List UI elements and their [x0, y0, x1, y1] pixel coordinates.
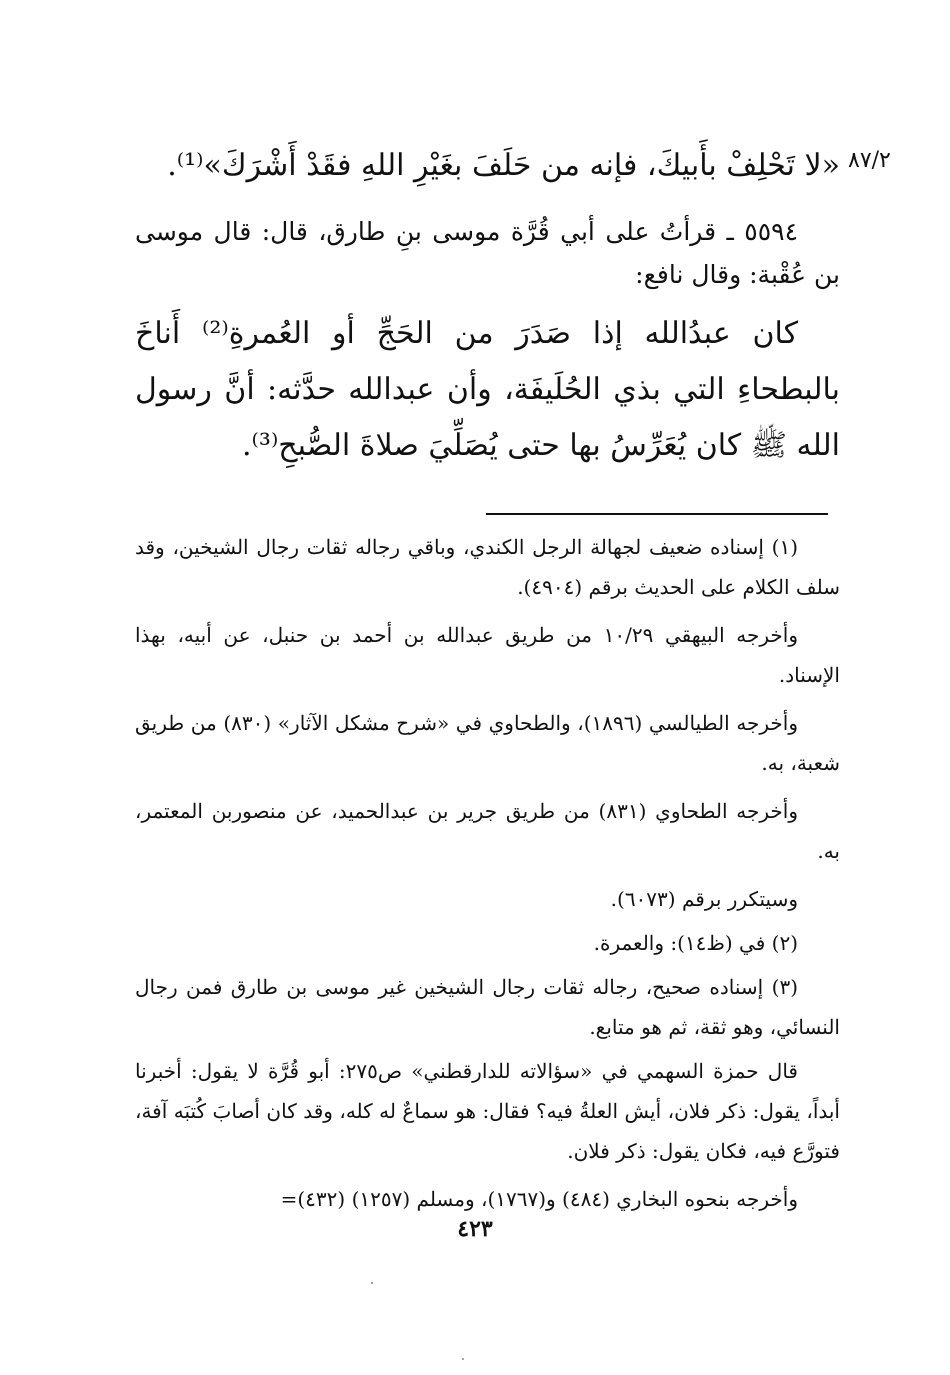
- volume-page-reference: ٨٧/٢: [848, 148, 891, 173]
- scan-speck: [462, 1358, 464, 1360]
- footnote: (١) إسناده ضعيف لجهالة الرجل الكندي، وباقي رجاله ثقات رجال الشيخين، وقد سلف الكلام على الحديث برقم (٤٩٠٤).: [135, 535, 840, 599]
- footnotes: [135, 527, 840, 1227]
- footnote-separator: [486, 513, 828, 515]
- scan-speck: [371, 1282, 373, 1284]
- hadith-text-top: «لا تَحْلِفْ بأَبيكَ، فإنه من حَلَفَ بغَيْرِ اللهِ فقَدْ أَشْرَكَ»⁽¹⁾.: [167, 148, 840, 183]
- footnote: (٣) إسناده صحيح، رجاله ثقات رجال الشيخين غير موسى بن طارق فمن رجال النسائي، وهو ثقة، ثم هو متابع.: [135, 975, 840, 1039]
- footnote: وأخرجه الطحاوي (٨٣١) من طريق جرير بن عبدالحميد، عن منصوربن المعتمر، به.: [135, 799, 840, 863]
- footnote: وأخرجه البيهقي ١٠/٢٩ من طريق عبدالله بن أحمد بن حنبل، عن أبيه، بهذا الإسناد.: [135, 623, 840, 687]
- hadith-isnad: ٥٥٩٤ ـ قرأتُ على أبي قُرَّة موسى بنِ طارق، قال: قال موسى بن عُقْبة: وقال نافع:: [135, 217, 840, 289]
- footnote: وسيتكرر برقم (٦٠٧٣).: [610, 887, 798, 911]
- footnote: (٢) في (ظ١٤): والعمرة.: [593, 931, 798, 955]
- hadith-matn: كان عبدُالله إذا صَدَرَ من الحَجِّ أو العُمرةِ⁽²⁾ أَناخَ بالبطحاءِ التي بذي الحُلَيفَة، وأن عبدالله حدَّثه: أنَّ رسول الله ﷺ كان يُعَرِّسُ بها حتى يُصَلِّيَ صلاةَ الصُّبحِ⁽³⁾.: [135, 316, 840, 463]
- page-number: ٤٢٣: [457, 1216, 493, 1242]
- footnote: وأخرجه بنحوه البخاري (٤٨٤) و(١٧٦٧)، ومسلم (١٢٥٧) (٤٣٢)=: [280, 1187, 798, 1211]
- footnote: وأخرجه الطيالسي (١٨٩٦)، والطحاوي في «شرح مشكل الآثار» (٨٣٠) من طريق شعبة، به.: [135, 711, 840, 775]
- footnote: قال حمزة السهمي في «سؤالاته للدارقطني» ص٢٧٥: أبو قُرَّة لا يقول: أخبرنا أبداً، يقول: ذكر فلان، أيش العلةُ فيه؟ فقال: هو سماعٌ له كله، وقد كان أصابَ كُتبَه آفة، فتورَّع فيه، فكان يقول: ذكر فلان.: [135, 1059, 840, 1163]
